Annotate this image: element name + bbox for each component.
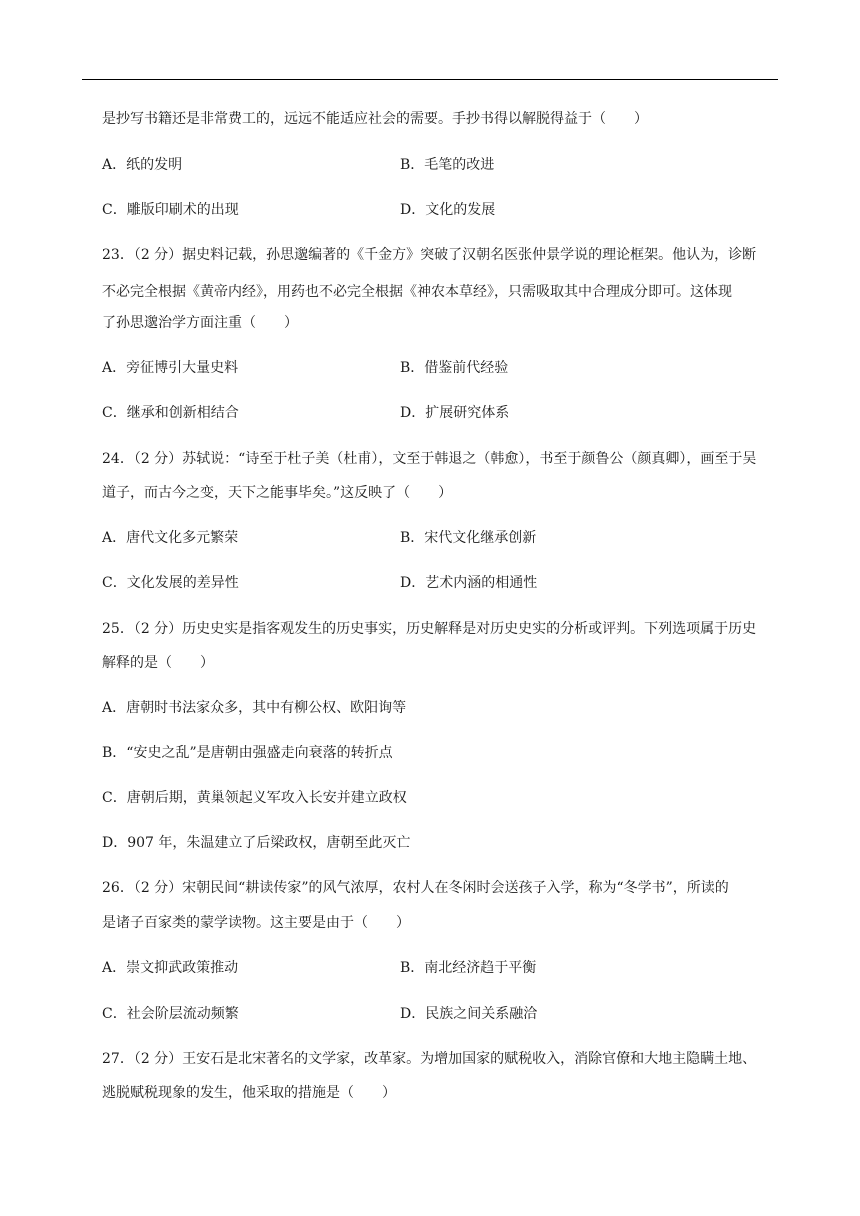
q25-option-b[interactable]: B．“安史之乱”是唐朝由强盛走向衰落的转折点 xyxy=(102,745,393,761)
q25-stem-line-1: 25．（2 分）历史史实是指客观发生的历史事实，历史解释是对历史史实的分析或评判。下列选项属于历史 xyxy=(102,621,757,637)
q22-stem-line-1: 是抄写书籍还是非常费工的，远远不能适应社会的需要。手抄书得以解脱得益于（ ） xyxy=(102,111,648,127)
q26-option-d[interactable]: D．民族之间关系融洽 xyxy=(400,1006,538,1022)
q24-option-c[interactable]: C．文化发展的差异性 xyxy=(102,575,239,591)
q23-stem-line-1: 23．（2 分）据史料记载，孙思邈编著的《千金方》突破了汉朝名医张仲景学说的理论框架。他认为，诊断 xyxy=(102,247,757,263)
q25-option-a[interactable]: A．唐朝时书法家众多，其中有柳公权、欧阳询等 xyxy=(102,700,407,716)
q23-stem-line-3: 了孙思邈治学方面注重（ ） xyxy=(102,315,298,331)
q25-stem-line-2: 解释的是（ ） xyxy=(102,655,214,671)
q24-option-b[interactable]: B．宋代文化继承创新 xyxy=(400,530,537,546)
q25-option-d[interactable]: D．907 年，朱温建立了后梁政权，唐朝至此灭亡 xyxy=(102,835,411,851)
header-rule xyxy=(82,79,778,80)
q24-stem-line-2: 道子，而古今之变，天下之能事毕矣。”这反映了（ ） xyxy=(102,485,453,501)
q23-option-a[interactable]: A．旁征博引大量史料 xyxy=(102,360,239,376)
q24-option-a[interactable]: A．唐代文化多元繁荣 xyxy=(102,530,239,546)
q26-option-b[interactable]: B．南北经济趋于平衡 xyxy=(400,960,537,976)
q26-option-c[interactable]: C．社会阶层流动频繁 xyxy=(102,1006,239,1022)
q22-option-d[interactable]: D．文化的发展 xyxy=(400,202,496,218)
q25-option-c[interactable]: C．唐朝后期，黄巢领起义军攻入长安并建立政权 xyxy=(102,790,407,806)
q27-stem-line-2: 逃脱赋税现象的发生，他采取的措施是（ ） xyxy=(102,1085,396,1101)
q26-stem-line-2: 是诸子百家类的蒙学读物。这主要是由于（ ） xyxy=(102,915,410,931)
q22-option-c[interactable]: C．雕版印刷术的出现 xyxy=(102,202,239,218)
q23-stem-line-2: 不必完全根据《黄帝内经》，用药也不必完全根据《神农本草经》，只需吸取其中合理成分即可。这体现 xyxy=(102,284,732,300)
q23-option-d[interactable]: D．扩展研究体系 xyxy=(400,405,510,421)
q26-option-a[interactable]: A．崇文抑武政策推动 xyxy=(102,960,239,976)
q23-option-c[interactable]: C．继承和创新相结合 xyxy=(102,405,239,421)
q24-stem-line-1: 24．（2 分）苏轼说：“诗至于杜子美（杜甫），文至于韩退之（韩愈），书至于颜鲁公（颜真卿），画至于吴 xyxy=(102,451,757,467)
q27-stem-line-1: 27．（2 分）王安石是北宋著名的文学家，改革家。为增加国家的赋税收入，消除官僚和大地主隐瞒土地、 xyxy=(102,1051,757,1067)
q22-option-a[interactable]: A．纸的发明 xyxy=(102,157,183,173)
q22-option-b[interactable]: B．毛笔的改进 xyxy=(400,157,495,173)
q23-option-b[interactable]: B．借鉴前代经验 xyxy=(400,360,509,376)
q24-option-d[interactable]: D．艺术内涵的相通性 xyxy=(400,575,538,591)
q26-stem-line-1: 26．（2 分）宋朝民间“耕读传家”的风气浓厚，农村人在冬闲时会送孩子入学，称为“冬学书”，所读的 xyxy=(102,880,729,896)
